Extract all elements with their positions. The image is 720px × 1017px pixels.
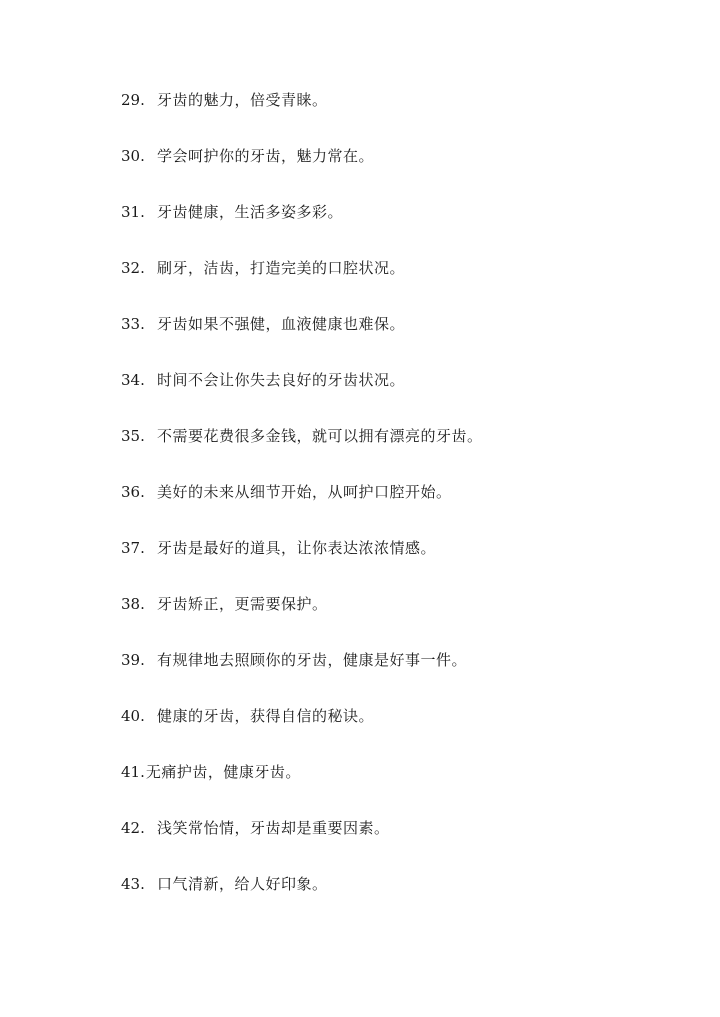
- item-number: 36.: [121, 483, 145, 501]
- item-number: 30.: [121, 147, 145, 165]
- list-item: [121, 814, 483, 870]
- item-text: 时间不会让你失去良好的牙齿状况。: [157, 371, 406, 389]
- item-text: 口气清新，给人好印象。: [157, 875, 328, 893]
- item-text: 美好的未来从细节开始，从呵护口腔开始。: [157, 483, 452, 501]
- item-text: 牙齿的魅力，倍受青睐。: [157, 91, 328, 109]
- item-text: 牙齿健康，生活多姿多彩。: [157, 203, 344, 221]
- item-text: 浅笑常怡情，牙齿却是重要因素。: [157, 819, 390, 837]
- item-text: 健康的牙齿，获得自信的秘诀。: [157, 707, 375, 725]
- list-item: [121, 310, 483, 366]
- item-number: 31.: [121, 203, 145, 221]
- list-item: [121, 646, 483, 702]
- list-item: [121, 86, 483, 142]
- list-item: [121, 590, 483, 646]
- item-text: 有规律地去照顾你的牙齿，健康是好事一件。: [157, 651, 468, 669]
- item-text: 学会呵护你的牙齿，魅力常在。: [157, 147, 375, 165]
- list-item: [121, 534, 483, 590]
- item-number: 42.: [121, 819, 145, 837]
- item-text: 刷牙，洁齿，打造完美的口腔状况。: [157, 259, 406, 277]
- item-number: 32.: [121, 259, 145, 277]
- list-item: [121, 478, 483, 534]
- list-item: [121, 254, 483, 310]
- slogan-list: [121, 86, 483, 926]
- item-number: 39.: [121, 651, 145, 669]
- item-number: 33.: [121, 315, 145, 333]
- item-number: 37.: [121, 539, 145, 557]
- item-number: 38.: [121, 595, 145, 613]
- item-number: 41.: [121, 763, 145, 781]
- list-item: [121, 870, 483, 926]
- item-number: 40.: [121, 707, 145, 725]
- list-item: [121, 422, 483, 478]
- item-text: 不需要花费很多金钱，就可以拥有漂亮的牙齿。: [157, 427, 483, 445]
- list-item: [121, 366, 483, 422]
- list-item: [121, 702, 483, 758]
- item-text: 无痛护齿，健康牙齿。: [145, 763, 301, 781]
- item-number: 29.: [121, 91, 145, 109]
- list-item: [121, 142, 483, 198]
- list-item: [121, 198, 483, 254]
- item-number: 43.: [121, 875, 145, 893]
- item-text: 牙齿矫正，更需要保护。: [157, 595, 328, 613]
- item-number: 34.: [121, 371, 145, 389]
- item-text: 牙齿是最好的道具，让你表达浓浓情感。: [157, 539, 437, 557]
- item-number: 35.: [121, 427, 145, 445]
- list-item: [121, 758, 483, 814]
- item-text: 牙齿如果不强健，血液健康也难保。: [157, 315, 406, 333]
